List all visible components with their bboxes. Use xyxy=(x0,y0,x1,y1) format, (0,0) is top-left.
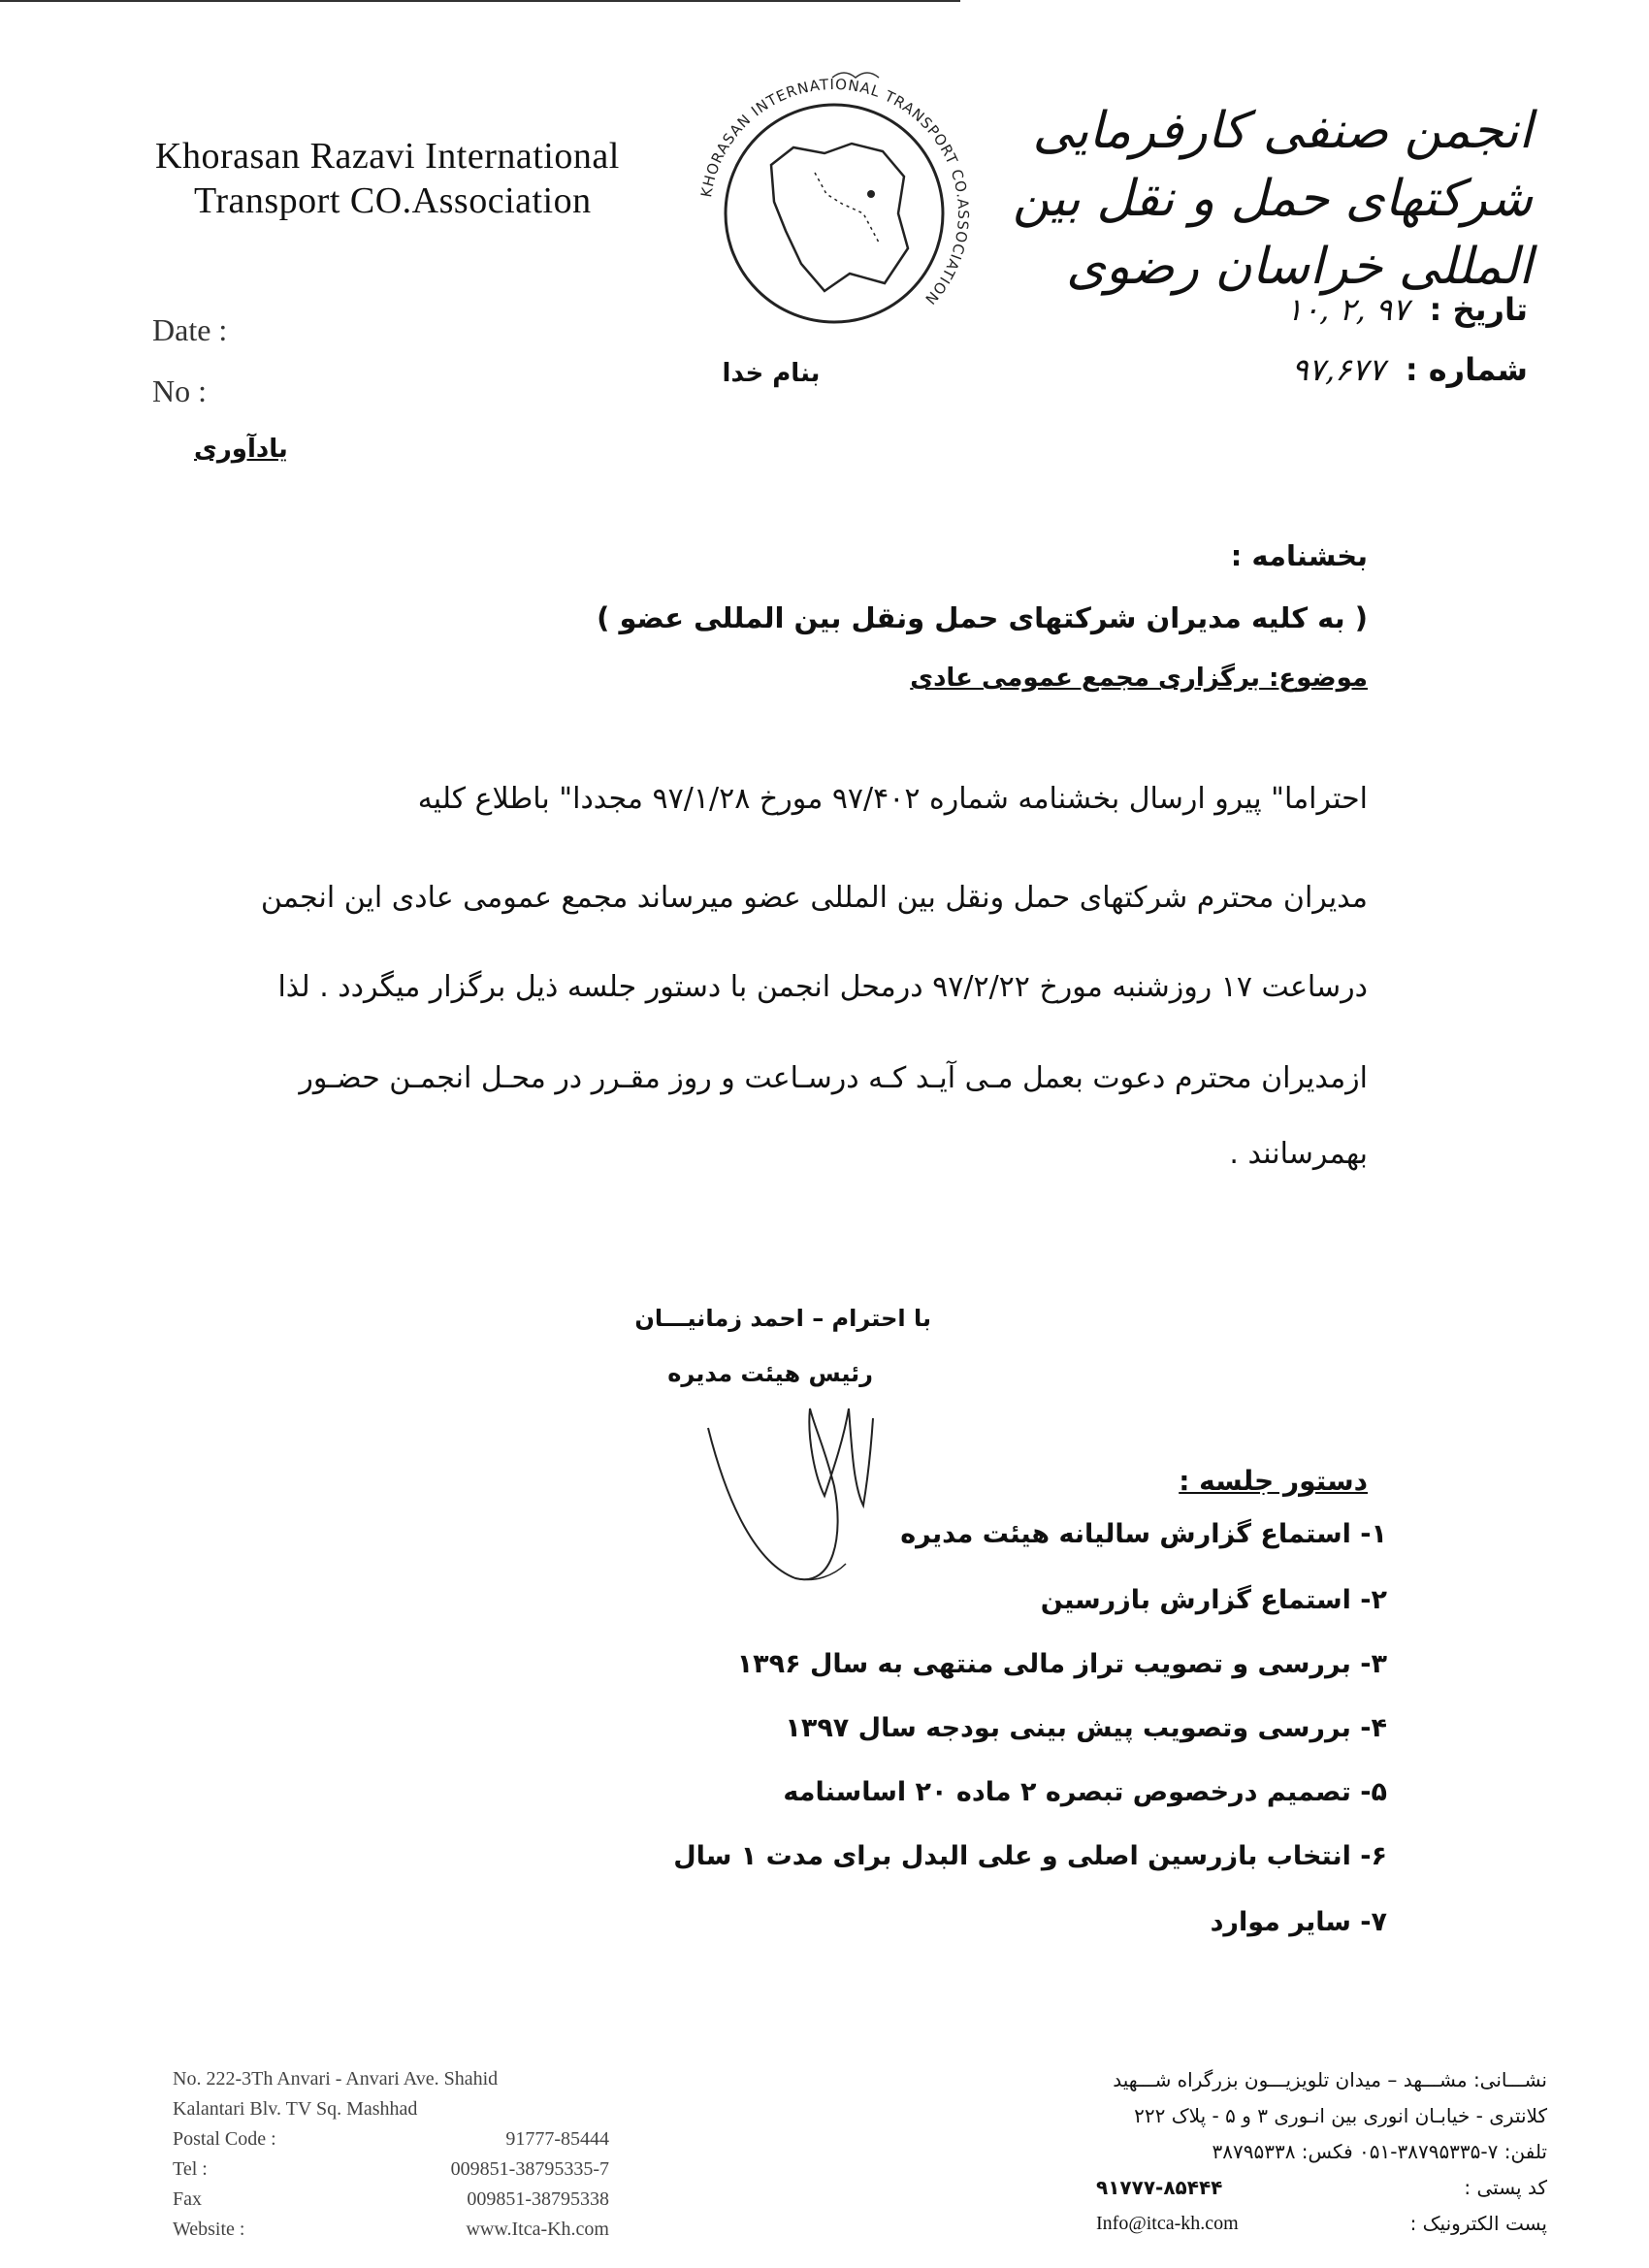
agenda-item: ۵- تصمیم درخصوص تبصره ۲ ماده ۲۰ اساسنامه xyxy=(783,1777,1387,1807)
footer-tel-value: 009851-38795335-7 xyxy=(450,2158,609,2180)
svg-text:KHORASAN INTERNATIONAL TRANSPO xyxy=(697,76,972,308)
footer-persian-contact xyxy=(1096,2062,1547,2242)
footer-fa-postal-label: کد پستی : xyxy=(1464,2176,1547,2199)
footer-fax-label: Fax xyxy=(173,2188,202,2210)
top-rule xyxy=(0,0,960,2)
date-label: Date : xyxy=(152,312,228,347)
english-name-line-1: Khorasan Razavi International xyxy=(155,136,620,177)
footer-website-row xyxy=(173,2215,609,2245)
circular-heading: بخشنامه : xyxy=(1230,539,1368,572)
audience-line: ( به کلیه مدیران شرکتهای حمل ونقل بین المللی عضو ) xyxy=(597,601,1368,634)
footer-fa-postal-row xyxy=(1096,2170,1547,2206)
persian-date-row xyxy=(1261,291,1528,328)
subject-line: موضوع: برگزاری مجمع عمومی عادی xyxy=(910,664,1368,693)
paragraph-line: بهمرسانند . xyxy=(1229,1137,1368,1171)
footer-fa-address-line: نشـــانی: مشـــهد – میدان تلویزیـــون بزرگراه شـــهید xyxy=(1113,2068,1547,2091)
persian-date-label: تاریخ : xyxy=(1429,291,1528,328)
closing-regards: با احترام – احمد زمانیـــان xyxy=(634,1305,931,1332)
number-label: No : xyxy=(152,373,207,408)
agenda-item: ۱- استماع گزارش سالیانه هیئت مدیره xyxy=(900,1519,1387,1549)
footer-fa-email-row xyxy=(1096,2206,1547,2242)
footer-fa-email-value: Info@itca-kh.com xyxy=(1096,2213,1239,2234)
footer-website-value: www.Itca-Kh.com xyxy=(466,2219,609,2240)
footer-tel-label: Tel : xyxy=(173,2158,208,2180)
footer-fax-value: 009851-38795338 xyxy=(467,2188,609,2210)
agenda-item: ۷- سایر موارد xyxy=(1210,1907,1387,1937)
signer-title: رئیس هیئت مدیره xyxy=(667,1360,873,1387)
footer-tel-row xyxy=(173,2155,609,2185)
paragraph-line: مدیران محترم شرکتهای حمل ونقل بین المللی عضو میرساند مجمع عمومی عادی این انجمن xyxy=(260,881,1368,915)
association-logo xyxy=(679,58,989,369)
agenda-item: ۲- استماع گزارش بازرسین xyxy=(1040,1585,1387,1615)
persian-date-value: ۹۷ ,۲ ,۱۰ xyxy=(1285,291,1409,328)
reminder-heading: یادآوری xyxy=(194,435,288,464)
logo-ring-text: KHORASAN INTERNATIONAL TRANSPORT CO.ASSOCIATION xyxy=(697,75,973,308)
agenda-item: ۴- بررسی وتصویب پیش بینی بودجه سال ۱۳۹۷ xyxy=(785,1713,1387,1743)
agenda-title: دستور جلسه : xyxy=(1179,1465,1368,1497)
persian-association-name: انجمن صنفی کارفرمایی شرکتهای حمل و نقل بین المللی خراسان رضوی xyxy=(1013,102,1533,296)
iran-map-icon xyxy=(771,144,908,291)
persian-number-label: شماره : xyxy=(1405,351,1528,388)
footer-address-line: Kalantari Blv. TV Sq. Mashhad xyxy=(173,2098,418,2120)
footer-fa-address-line: کلانتری - خیابـان انوری بین انـوری ۳ و ۵ - پلاک ۲۲۲ xyxy=(1134,2104,1547,2127)
handwritten-signature xyxy=(689,1370,931,1603)
footer-postal-value: 91777-85444 xyxy=(505,2128,609,2150)
paragraph-line: احتراما" پیرو ارسال بخشنامه شماره ۹۷/۴۰۲ مورخ ۹۷/۱/۲۸ مجددا" باطلاع کلیه xyxy=(417,782,1368,816)
persian-number-row xyxy=(1261,351,1528,388)
footer-english-contact xyxy=(173,2064,609,2245)
footer-postal-row xyxy=(173,2124,609,2155)
footer-website-label: Website : xyxy=(173,2219,245,2240)
footer-postal-label: Postal Code : xyxy=(173,2128,276,2150)
english-name-line-2: Transport CO.Association xyxy=(194,180,592,221)
footer-fa-phone-line: تلفن: ۷-۳۸۷۹۵۳۳۵-۰۵۱ فکس: ۳۸۷۹۵۳۳۸ xyxy=(1212,2140,1547,2163)
english-association-name xyxy=(155,134,620,223)
agenda-item: ۶- انتخاب بازرسین اصلی و علی البدل برای مدت ۱ سال xyxy=(673,1841,1387,1871)
footer-fa-email-label: پست الکترونیک : xyxy=(1409,2212,1547,2235)
persian-number-value: ۹۷,۶۷۷ xyxy=(1291,351,1385,388)
agenda-item: ۳- بررسی و تصویب تراز مالی منتهی به سال ۱۳۹۶ xyxy=(736,1649,1387,1679)
paragraph-line: درساعت ۱۷ روزشنبه مورخ ۹۷/۲/۲۲ درمحل انجمن با دستور جلسه ذیل برگزار میگردد . لذا xyxy=(277,970,1368,1004)
footer-fa-postal-value: ۹۱۷۷۷-۸۵۴۴۴ xyxy=(1096,2176,1223,2199)
bismillah: بنام خدا xyxy=(722,359,821,388)
footer-fax-row xyxy=(173,2185,609,2215)
footer-address-line: No. 222-3Th Anvari - Anvari Ave. Shahid xyxy=(173,2068,499,2090)
paragraph-line: ازمدیران محترم دعوت بعمل مـی آیـد کـه درسـاعت و روز مقـرر در محـل انجمـن حضـور xyxy=(299,1061,1368,1095)
